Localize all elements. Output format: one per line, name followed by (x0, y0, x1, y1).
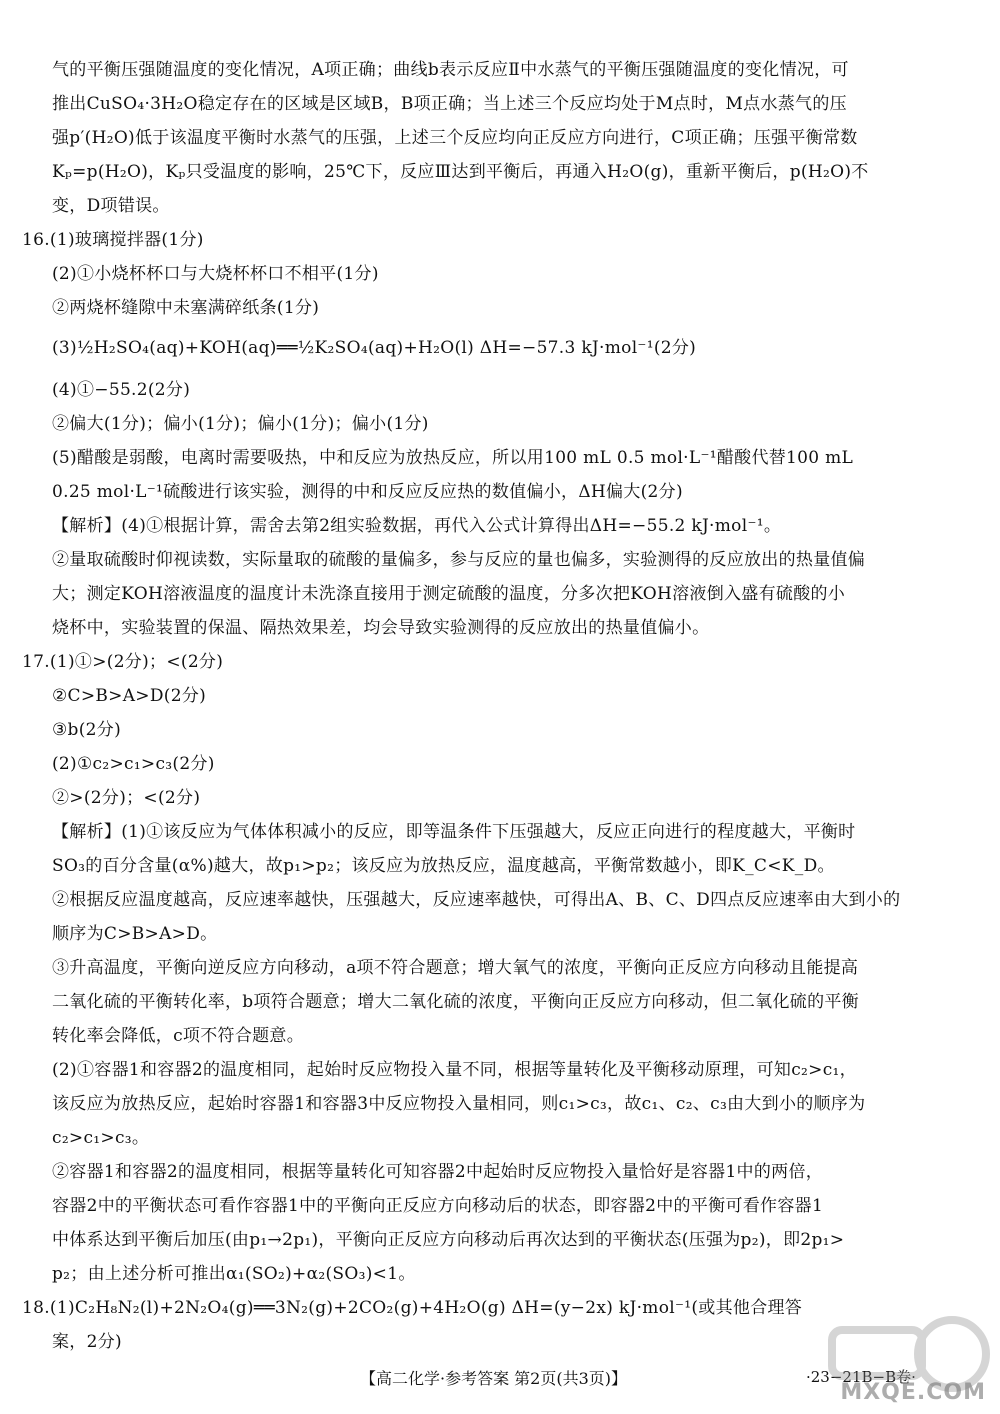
text-line: SO₃的百分含量(α%)越大，故p₁>p₂；该反应为放热反应，温度越高，平衡常数越小，即K_C<K_D。 (52, 856, 835, 876)
text-line: 案，2分) (52, 1332, 122, 1352)
text-line: (2)①c₂>c₁>c₃(2分) (52, 754, 215, 774)
text-line: 强p′(H₂O)低于该温度平衡时水蒸气的压强，上述三个反应均向正反应方向进行，C项正确；压强平衡常数 (52, 128, 858, 148)
text-line: 大；测定KOH溶液温度的温度计未洗涤直接用于测定硫酸的温度，分多次把KOH溶液倒入盛有硫酸的小 (52, 584, 846, 604)
text-line: 【解析】(1)①该反应为气体体积减小的反应，即等温条件下压强越大，反应正向进行的程度越大，平衡时 (52, 822, 856, 842)
text-line: 中体系达到平衡后加压(由p₁→2p₁)，平衡向正反应方向移动后再次达到的平衡状态(压强为p₂)，即2p₁> (52, 1230, 845, 1250)
text-line: 16.(1)玻璃搅拌器(1分) (22, 230, 204, 250)
text-line: (2)①容器1和容器2的温度相同，起始时反应物投入量不同，根据等量转化及平衡移动原理，可知c₂>c₁， (52, 1060, 857, 1080)
text-line: ②C>B>A>D(2分) (52, 686, 207, 706)
text-line: 【解析】(4)①根据计算，需舍去第2组实验数据，再代入公式计算得出ΔH=−55.2 kJ·mol⁻¹。 (52, 516, 782, 536)
watermark-text: MXQE.COM (840, 1380, 986, 1405)
text-line: ②容器1和容器2的温度相同，根据等量转化可知容器2中起始时反应物投入量恰好是容器1中的两倍， (52, 1162, 824, 1182)
text-line: (5)醋酸是弱酸，电离时需要吸热，中和反应为放热反应，所以用100 mL 0.5 mol·L⁻¹醋酸代替100 mL (52, 448, 854, 468)
paper-code: ·23−21B−B卷· (806, 1368, 916, 1386)
text-line: 0.25 mol·L⁻¹硫酸进行该实验，测得的中和反应反应热的数值偏小，ΔH偏大(2分) (52, 482, 683, 502)
text-line: 烧杯中，实验装置的保温、隔热效果差，均会导致实验测得的反应放出的热量值偏小。 (52, 618, 710, 638)
text-line: 该反应为放热反应，起始时容器1和容器3中反应物投入量相同，则c₁>c₃，故c₁、c₂、c₃由大到小的顺序为 (52, 1094, 866, 1114)
text-line: p₂；由上述分析可推出α₁(SO₂)+α₂(SO₃)<1。 (52, 1264, 416, 1284)
text-line: (4)①−55.2(2分) (52, 380, 191, 400)
text-line: ②根据反应温度越高，反应速率越快，压强越大，反应速率越快，可得出A、B、C、D四点反应速率由大到小的 (52, 890, 901, 910)
text-line: ③b(2分) (52, 720, 122, 740)
text-line: 17.(1)①>(2分)；<(2分) (22, 652, 224, 672)
text-line: Kₚ=p(H₂O)，Kₚ只受温度的影响，25℃下，反应Ⅲ达到平衡后，再通入H₂O(g)，重新平衡后，p(H₂O)不 (52, 162, 869, 182)
text-line: ②偏大(1分)；偏小(1分)；偏小(1分)；偏小(1分) (52, 414, 429, 434)
page-footer: 【高二化学·参考答案 第2页(共3页)】 (360, 1369, 628, 1388)
text-line: (3)½H₂SO₄(aq)+KOH(aq)══½K₂SO₄(aq)+H₂O(l) ΔH=−57.3 kJ·mol⁻¹(2分) (52, 338, 697, 358)
text-line: 顺序为C>B>A>D。 (52, 924, 218, 944)
text-line: ②两烧杯缝隙中未塞满碎纸条(1分) (52, 298, 320, 318)
text-line: 变，D项错误。 (52, 196, 170, 216)
text-line: 容器2中的平衡状态可看作容器1中的平衡向正反应方向移动后的状态，即容器2中的平衡可看作容器1 (52, 1196, 824, 1216)
text-line: 气的平衡压强随温度的变化情况，A项正确；曲线b表示反应Ⅱ中水蒸气的平衡压强随温度的变化情况，可 (52, 60, 849, 80)
text-line: 二氧化硫的平衡转化率，b项符合题意；增大二氧化硫的浓度，平衡向正反应方向移动，但二氧化硫的平衡 (52, 992, 859, 1012)
text-line: ③升高温度，平衡向逆反应方向移动，a项不符合题意；增大氧气的浓度，平衡向正反应方向移动且能提高 (52, 958, 859, 978)
text-line: 18.(1)C₂H₈N₂(l)+2N₂O₄(g)══3N₂(g)+2CO₂(g)+4H₂O(g) ΔH=(y−2x) kJ·mol⁻¹(或其他合理答 (22, 1298, 803, 1318)
text-line: c₂>c₁>c₃。 (52, 1128, 150, 1148)
text-line: ②量取硫酸时仰视读数，实际量取的硫酸的量偏多，参与反应的量也偏多，实验测得的反应放出的热量值偏 (52, 550, 866, 570)
text-line: ②>(2分)；<(2分) (52, 788, 201, 808)
text-line: (2)①小烧杯杯口与大烧杯杯口不相平(1分) (52, 264, 379, 284)
text-line: 推出CuSO₄·3H₂O稳定存在的区域是区域B，B项正确；当上述三个反应均处于M点时，M点水蒸气的压 (52, 94, 847, 114)
text-line: 转化率会降低，c项不符合题意。 (52, 1026, 305, 1046)
